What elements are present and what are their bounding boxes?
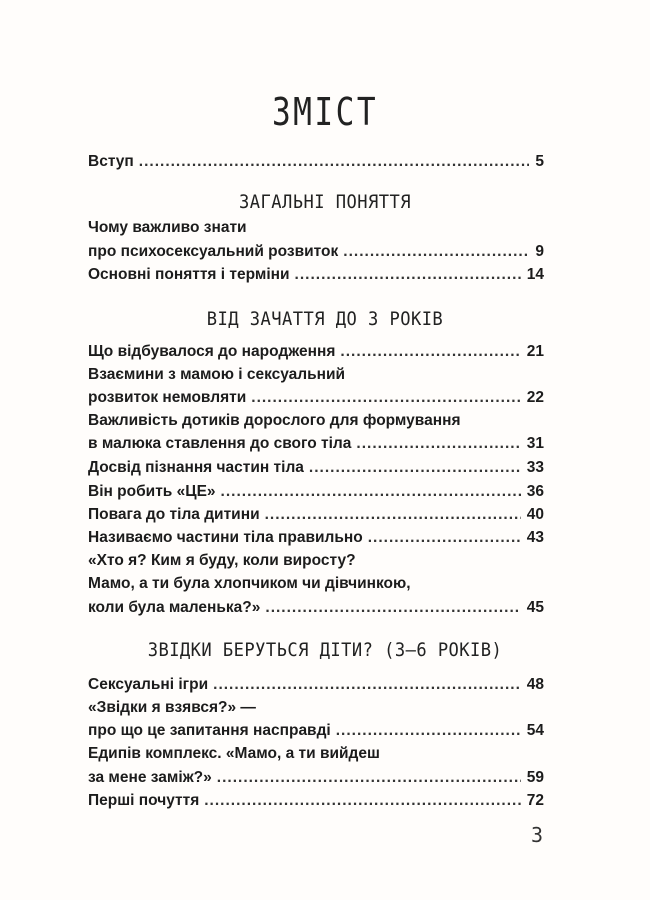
toc-line[interactable] xyxy=(88,410,544,432)
toc-entry-text: Вступ xyxy=(88,153,134,170)
toc-entry-page: 31 xyxy=(526,435,544,452)
toc-entry-intro[interactable] xyxy=(88,151,544,173)
toc-entry-text: Основні поняття і терміни xyxy=(88,266,290,283)
toc-line[interactable] xyxy=(88,597,544,619)
toc-entry-text: про що це запитання насправді xyxy=(88,722,331,739)
toc-entry-text: коли була маленька?» xyxy=(88,599,261,616)
toc-entry-text: Сексуальні ігри xyxy=(88,676,209,693)
toc-line[interactable] xyxy=(88,387,544,409)
toc-line[interactable] xyxy=(88,433,544,455)
toc-entry-page: 33 xyxy=(526,459,544,476)
toc-entry-text: Називаємо частини тіла правильно xyxy=(88,529,363,546)
toc-line[interactable] xyxy=(88,457,544,479)
toc-entry-page: 59 xyxy=(526,769,544,786)
toc-entry-page: 36 xyxy=(526,483,544,500)
leader-dots xyxy=(213,674,521,696)
leader-dots xyxy=(217,767,521,789)
toc-line[interactable] xyxy=(88,241,544,263)
toc-line[interactable] xyxy=(88,341,544,363)
contents-title: ЗМІСТ xyxy=(271,90,379,134)
toc-entry-text: розвиток немовляти xyxy=(88,389,247,406)
toc-entry-page: 48 xyxy=(526,676,544,693)
toc-line[interactable] xyxy=(88,697,544,719)
toc-entry-text: Він робить «ЦЕ» xyxy=(88,483,216,500)
leader-dots xyxy=(295,264,521,286)
toc-entry-text: «Хто я? Ким я буду, коли виросту? xyxy=(88,552,356,569)
leader-dots xyxy=(221,481,521,503)
toc-entry-page: 72 xyxy=(526,792,544,809)
toc-line[interactable] xyxy=(88,264,544,286)
toc-entry-page: 54 xyxy=(526,722,544,739)
section-heading: ЗАГАЛЬНІ ПОНЯТТЯ xyxy=(239,191,411,213)
toc-entry-text: Взаємини з мамою і сексуальний xyxy=(88,366,346,383)
leader-dots xyxy=(356,433,520,455)
toc-line[interactable] xyxy=(88,573,544,595)
toc-line[interactable] xyxy=(88,720,544,742)
toc-entry-text: Едипів комплекс. «Мамо, а ти вийдеш xyxy=(88,745,380,762)
toc-entry-page: 45 xyxy=(526,599,544,616)
toc-line[interactable] xyxy=(88,674,544,696)
toc-entry-text: Повага до тіла дитини xyxy=(88,506,260,523)
toc-entry-page: 22 xyxy=(526,389,544,406)
toc-line[interactable] xyxy=(88,217,544,239)
toc-entry-text: про психосексуальний розвиток xyxy=(88,243,339,260)
toc-entry-text: Що відбувалося до народження xyxy=(88,343,336,360)
toc-line[interactable] xyxy=(88,790,544,812)
leader-dots xyxy=(265,597,520,619)
leader-dots xyxy=(139,151,530,173)
toc-entry-page: 40 xyxy=(526,506,544,523)
toc-entry-text: в малюка ставлення до свого тіла xyxy=(88,435,352,452)
leader-dots xyxy=(251,387,520,409)
toc-line[interactable] xyxy=(88,481,544,503)
toc-entry-page: 43 xyxy=(526,529,544,546)
section-heading: ВІД ЗАЧАТТЯ ДО 3 РОКІВ xyxy=(206,308,444,330)
toc-entry-text: за мене заміж?» xyxy=(88,769,212,786)
toc-entry-text: Чому важливо знати xyxy=(88,219,247,236)
leader-dots xyxy=(340,341,520,363)
toc-entry-page: 5 xyxy=(535,153,544,170)
leader-dots xyxy=(368,527,521,549)
section-heading: ЗВІДКИ БЕРУТЬСЯ ДІТИ? (3—6 РОКІВ) xyxy=(147,639,503,661)
leader-dots xyxy=(343,241,529,263)
leader-dots xyxy=(336,720,521,742)
leader-dots xyxy=(309,457,521,479)
toc-entry-text: «Звідки я взявся?» — xyxy=(88,699,256,716)
leader-dots xyxy=(265,504,521,526)
toc-line[interactable] xyxy=(88,550,544,572)
page-number: 3 xyxy=(531,823,544,847)
toc-entry-text: Важливість дотиків дорослого для формування xyxy=(88,412,461,429)
toc-line[interactable] xyxy=(88,527,544,549)
toc-line[interactable] xyxy=(88,504,544,526)
toc-entry-text: Досвід пізнання частин тіла xyxy=(88,459,304,476)
toc-line[interactable] xyxy=(88,364,544,386)
toc-entry-text: Мамо, а ти була хлопчиком чи дівчинкою, xyxy=(88,575,411,592)
toc-entry-page: 9 xyxy=(535,243,544,260)
toc-line[interactable] xyxy=(88,767,544,789)
toc-line[interactable] xyxy=(88,743,544,765)
leader-dots xyxy=(204,790,521,812)
toc-entry-page: 14 xyxy=(526,266,544,283)
toc-entry-text: Перші почуття xyxy=(88,792,200,809)
toc-entry-page: 21 xyxy=(526,343,544,360)
